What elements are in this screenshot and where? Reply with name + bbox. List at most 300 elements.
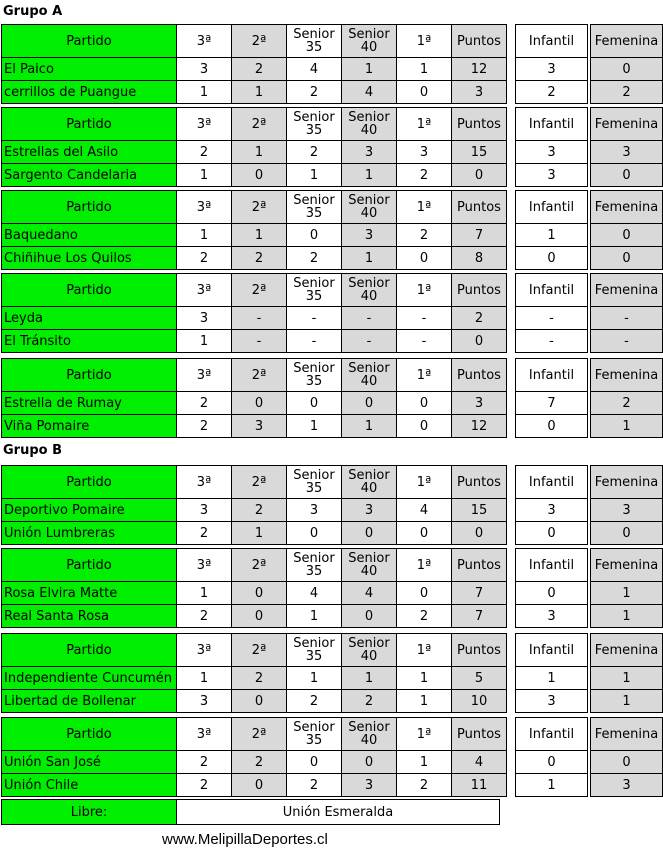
header-1a: 1ª (397, 25, 452, 58)
score-3a: 2 (177, 522, 232, 545)
infantil-score: 1 (516, 774, 588, 797)
match-table (1, 717, 507, 797)
team-name: Deportivo Pomaire (2, 499, 177, 522)
score-3a: 1 (177, 224, 232, 247)
score-2a: 0 (232, 690, 287, 713)
team-name: Unión San José (2, 751, 177, 774)
header-senior40: Senior 40 (342, 359, 397, 392)
match-table (1, 465, 507, 545)
infantil-row (516, 667, 588, 690)
header-senior35: Senior 35 (287, 466, 342, 499)
femenina-table (590, 633, 663, 713)
infantil-table (515, 465, 588, 545)
femenina-header-row (591, 634, 663, 667)
score-senior35: 0 (287, 392, 342, 415)
score-1a: 2 (397, 774, 452, 797)
score-puntos: 12 (452, 415, 507, 438)
infantil-row (516, 307, 588, 330)
infantil-row (516, 224, 588, 247)
infantil-header-row (516, 191, 588, 224)
score-puntos: 0 (452, 330, 507, 353)
team-name: Rosa Elvira Matte (2, 582, 177, 605)
femenina-score: 3 (591, 499, 663, 522)
header-2a: 2ª (232, 466, 287, 499)
femenina-row (591, 164, 663, 187)
score-2a: 0 (232, 164, 287, 187)
femenina-row (591, 522, 663, 545)
score-puntos: 0 (452, 522, 507, 545)
femenina-score: 1 (591, 415, 663, 438)
libre-table (1, 799, 500, 825)
header-senior40: Senior 40 (342, 25, 397, 58)
score-1a: - (397, 330, 452, 353)
score-senior40: - (342, 330, 397, 353)
femenina-table (590, 24, 663, 104)
infantil-row (516, 774, 588, 797)
infantil-header: Infantil (516, 274, 588, 307)
femenina-header-row (591, 108, 663, 141)
score-1a: 1 (397, 751, 452, 774)
femenina-score: 0 (591, 224, 663, 247)
score-1a: - (397, 307, 452, 330)
team-row (2, 690, 507, 713)
score-senior35: 0 (287, 751, 342, 774)
infantil-header: Infantil (516, 191, 588, 224)
femenina-row (591, 499, 663, 522)
score-1a: 3 (397, 141, 452, 164)
header-puntos: Puntos (452, 274, 507, 307)
infantil-header: Infantil (516, 108, 588, 141)
score-senior40: 4 (342, 81, 397, 104)
team-row (2, 330, 507, 353)
header-1a: 1ª (397, 549, 452, 582)
score-senior40: 3 (342, 141, 397, 164)
femenina-header: Femenina (591, 191, 663, 224)
header-row (2, 549, 507, 582)
team-name: Baquedano (2, 224, 177, 247)
score-3a: 3 (177, 690, 232, 713)
infantil-row (516, 522, 588, 545)
header-partido: Partido (2, 718, 177, 751)
score-1a: 4 (397, 499, 452, 522)
score-1a: 1 (397, 58, 452, 81)
infantil-table (515, 24, 588, 104)
score-3a: 2 (177, 141, 232, 164)
header-senior40: Senior 40 (342, 191, 397, 224)
score-senior35: 2 (287, 690, 342, 713)
team-name: Sargento Candelaria (2, 164, 177, 187)
infantil-row (516, 582, 588, 605)
team-name: Chiñihue Los Quilos (2, 247, 177, 270)
score-1a: 1 (397, 667, 452, 690)
femenina-score: - (591, 307, 663, 330)
header-row (2, 359, 507, 392)
team-row (2, 58, 507, 81)
score-1a: 0 (397, 415, 452, 438)
header-2a: 2ª (232, 191, 287, 224)
header-puntos: Puntos (452, 359, 507, 392)
header-senior35: Senior 35 (287, 359, 342, 392)
femenina-header: Femenina (591, 718, 663, 751)
team-name: Independiente Cuncumén (2, 667, 177, 690)
header-row (2, 274, 507, 307)
header-3a: 3ª (177, 634, 232, 667)
infantil-table (515, 358, 588, 438)
score-senior40: 1 (342, 667, 397, 690)
femenina-header-row (591, 359, 663, 392)
team-row (2, 141, 507, 164)
score-2a: 2 (232, 247, 287, 270)
score-senior35: 0 (287, 522, 342, 545)
infantil-row (516, 81, 588, 104)
score-senior40: 0 (342, 522, 397, 545)
infantil-score: 7 (516, 392, 588, 415)
header-row (2, 191, 507, 224)
score-senior35: - (287, 330, 342, 353)
infantil-table (515, 107, 588, 187)
header-1a: 1ª (397, 191, 452, 224)
femenina-score: 3 (591, 141, 663, 164)
score-3a: 2 (177, 774, 232, 797)
libre-label: Libre: (2, 800, 177, 825)
team-name: El Tránsito (2, 330, 177, 353)
team-row (2, 307, 507, 330)
header-row (2, 108, 507, 141)
score-puntos: 7 (452, 224, 507, 247)
header-3a: 3ª (177, 108, 232, 141)
header-2a: 2ª (232, 274, 287, 307)
femenina-header: Femenina (591, 25, 663, 58)
score-senior35: 3 (287, 499, 342, 522)
match-table (1, 190, 507, 270)
team-row (2, 164, 507, 187)
header-partido: Partido (2, 634, 177, 667)
infantil-score: 2 (516, 81, 588, 104)
infantil-score: 3 (516, 58, 588, 81)
team-name: cerrillos de Puangue (2, 81, 177, 104)
femenina-score: 0 (591, 247, 663, 270)
group-title: Grupo B (3, 443, 63, 458)
score-2a: 1 (232, 81, 287, 104)
header-puntos: Puntos (452, 549, 507, 582)
score-3a: 3 (177, 307, 232, 330)
score-2a: 2 (232, 499, 287, 522)
score-puntos: 2 (452, 307, 507, 330)
team-row (2, 415, 507, 438)
infantil-score: 0 (516, 751, 588, 774)
header-puntos: Puntos (452, 718, 507, 751)
team-name: Unión Chile (2, 774, 177, 797)
score-puntos: 11 (452, 774, 507, 797)
header-3a: 3ª (177, 359, 232, 392)
femenina-row (591, 81, 663, 104)
infantil-header: Infantil (516, 25, 588, 58)
score-3a: 2 (177, 605, 232, 628)
score-1a: 0 (397, 392, 452, 415)
femenina-header-row (591, 274, 663, 307)
score-2a: 2 (232, 751, 287, 774)
score-senior35: - (287, 307, 342, 330)
femenina-row (591, 605, 663, 628)
header-row (2, 634, 507, 667)
score-puntos: 8 (452, 247, 507, 270)
infantil-score: - (516, 330, 588, 353)
team-row (2, 392, 507, 415)
score-senior40: 3 (342, 224, 397, 247)
femenina-score: 1 (591, 582, 663, 605)
header-senior40: Senior 40 (342, 466, 397, 499)
header-row (2, 718, 507, 751)
group-title: Grupo A (3, 4, 63, 19)
femenina-header: Femenina (591, 634, 663, 667)
header-2a: 2ª (232, 108, 287, 141)
femenina-row (591, 141, 663, 164)
score-puntos: 7 (452, 582, 507, 605)
score-senior35: 0 (287, 224, 342, 247)
header-3a: 3ª (177, 25, 232, 58)
header-senior40: Senior 40 (342, 634, 397, 667)
score-senior40: - (342, 307, 397, 330)
score-2a: 2 (232, 58, 287, 81)
score-senior40: 1 (342, 415, 397, 438)
score-senior40: 3 (342, 774, 397, 797)
header-1a: 1ª (397, 274, 452, 307)
infantil-header-row (516, 634, 588, 667)
header-partido: Partido (2, 274, 177, 307)
header-senior35: Senior 35 (287, 25, 342, 58)
libre-row (2, 800, 500, 825)
score-senior35: 4 (287, 58, 342, 81)
score-puntos: 0 (452, 164, 507, 187)
header-puntos: Puntos (452, 25, 507, 58)
match-table (1, 24, 507, 104)
femenina-row (591, 751, 663, 774)
score-1a: 2 (397, 605, 452, 628)
infantil-header: Infantil (516, 359, 588, 392)
infantil-header: Infantil (516, 549, 588, 582)
score-2a: 1 (232, 224, 287, 247)
infantil-score: 0 (516, 582, 588, 605)
infantil-score: 0 (516, 522, 588, 545)
header-1a: 1ª (397, 718, 452, 751)
score-3a: 3 (177, 58, 232, 81)
score-1a: 0 (397, 247, 452, 270)
infantil-table (515, 190, 588, 270)
score-2a: - (232, 330, 287, 353)
header-partido: Partido (2, 25, 177, 58)
score-3a: 1 (177, 81, 232, 104)
header-2a: 2ª (232, 25, 287, 58)
score-puntos: 10 (452, 690, 507, 713)
header-2a: 2ª (232, 634, 287, 667)
score-3a: 1 (177, 164, 232, 187)
infantil-score: 0 (516, 415, 588, 438)
header-3a: 3ª (177, 549, 232, 582)
header-2a: 2ª (232, 549, 287, 582)
score-senior40: 0 (342, 392, 397, 415)
infantil-score: 3 (516, 499, 588, 522)
header-2a: 2ª (232, 359, 287, 392)
score-senior40: 1 (342, 247, 397, 270)
infantil-row (516, 141, 588, 164)
team-row (2, 751, 507, 774)
header-1a: 1ª (397, 634, 452, 667)
infantil-header: Infantil (516, 718, 588, 751)
team-name: Viña Pomaire (2, 415, 177, 438)
score-senior40: 1 (342, 164, 397, 187)
femenina-score: 0 (591, 522, 663, 545)
score-1a: 0 (397, 81, 452, 104)
femenina-header: Femenina (591, 466, 663, 499)
score-3a: 2 (177, 751, 232, 774)
score-2a: 0 (232, 605, 287, 628)
femenina-row (591, 415, 663, 438)
header-puntos: Puntos (452, 191, 507, 224)
team-row (2, 605, 507, 628)
femenina-header: Femenina (591, 108, 663, 141)
header-3a: 3ª (177, 274, 232, 307)
header-senior40: Senior 40 (342, 549, 397, 582)
infantil-table (515, 548, 588, 628)
header-row (2, 25, 507, 58)
infantil-score: 3 (516, 141, 588, 164)
match-table (1, 633, 507, 713)
score-puntos: 3 (452, 392, 507, 415)
header-3a: 3ª (177, 191, 232, 224)
team-row (2, 774, 507, 797)
team-row (2, 582, 507, 605)
infantil-row (516, 415, 588, 438)
header-1a: 1ª (397, 466, 452, 499)
femenina-table (590, 107, 663, 187)
femenina-table (590, 273, 663, 353)
infantil-row (516, 330, 588, 353)
header-partido: Partido (2, 359, 177, 392)
header-1a: 1ª (397, 108, 452, 141)
header-puntos: Puntos (452, 634, 507, 667)
score-senior40: 2 (342, 690, 397, 713)
score-1a: 2 (397, 164, 452, 187)
femenina-table (590, 717, 663, 797)
femenina-header: Femenina (591, 359, 663, 392)
femenina-row (591, 247, 663, 270)
infantil-row (516, 58, 588, 81)
score-3a: 2 (177, 247, 232, 270)
femenina-score: 1 (591, 690, 663, 713)
team-row (2, 247, 507, 270)
team-name: El Paico (2, 58, 177, 81)
score-puntos: 5 (452, 667, 507, 690)
infantil-header-row (516, 108, 588, 141)
score-senior40: 0 (342, 605, 397, 628)
femenina-header: Femenina (591, 274, 663, 307)
header-1a: 1ª (397, 359, 452, 392)
femenina-row (591, 774, 663, 797)
header-partido: Partido (2, 108, 177, 141)
femenina-header-row (591, 549, 663, 582)
team-name: Unión Lumbreras (2, 522, 177, 545)
infantil-header-row (516, 718, 588, 751)
infantil-score: - (516, 307, 588, 330)
score-3a: 2 (177, 392, 232, 415)
femenina-score: 0 (591, 751, 663, 774)
infantil-header-row (516, 466, 588, 499)
score-senior35: 1 (287, 605, 342, 628)
femenina-row (591, 330, 663, 353)
score-2a: 2 (232, 667, 287, 690)
femenina-table (590, 548, 663, 628)
header-partido: Partido (2, 466, 177, 499)
header-puntos: Puntos (452, 466, 507, 499)
femenina-header-row (591, 191, 663, 224)
header-row (2, 466, 507, 499)
match-table (1, 358, 507, 438)
infantil-score: 1 (516, 224, 588, 247)
team-name: Estrellas del Asilo (2, 141, 177, 164)
infantil-score: 3 (516, 690, 588, 713)
score-senior35: 2 (287, 247, 342, 270)
score-puntos: 4 (452, 751, 507, 774)
site-url[interactable]: www.MelipillaDeportes.cl (162, 831, 328, 848)
header-senior35: Senior 35 (287, 191, 342, 224)
score-2a: 0 (232, 774, 287, 797)
score-senior35: 4 (287, 582, 342, 605)
match-table (1, 107, 507, 187)
score-3a: 2 (177, 415, 232, 438)
infantil-score: 3 (516, 605, 588, 628)
score-senior35: 2 (287, 141, 342, 164)
infantil-header-row (516, 549, 588, 582)
femenina-row (591, 307, 663, 330)
infantil-header-row (516, 274, 588, 307)
infantil-header: Infantil (516, 634, 588, 667)
header-3a: 3ª (177, 466, 232, 499)
femenina-header-row (591, 466, 663, 499)
score-3a: 3 (177, 499, 232, 522)
score-1a: 1 (397, 690, 452, 713)
header-senior40: Senior 40 (342, 274, 397, 307)
header-senior35: Senior 35 (287, 274, 342, 307)
score-2a: 3 (232, 415, 287, 438)
score-3a: 1 (177, 582, 232, 605)
femenina-score: 1 (591, 605, 663, 628)
score-1a: 0 (397, 522, 452, 545)
team-name: Estrella de Rumay (2, 392, 177, 415)
femenina-score: 1 (591, 667, 663, 690)
header-senior35: Senior 35 (287, 549, 342, 582)
femenina-score: 0 (591, 164, 663, 187)
team-row (2, 499, 507, 522)
header-senior40: Senior 40 (342, 108, 397, 141)
score-senior35: 2 (287, 774, 342, 797)
score-2a: - (232, 307, 287, 330)
infantil-table (515, 633, 588, 713)
score-senior40: 3 (342, 499, 397, 522)
infantil-table (515, 717, 588, 797)
score-2a: 0 (232, 582, 287, 605)
libre-team: Unión Esmeralda (177, 800, 500, 825)
femenina-header-row (591, 25, 663, 58)
femenina-row (591, 392, 663, 415)
team-row (2, 224, 507, 247)
header-partido: Partido (2, 191, 177, 224)
team-name: Libertad de Bollenar (2, 690, 177, 713)
femenina-score: 3 (591, 774, 663, 797)
score-senior35: 1 (287, 164, 342, 187)
infantil-header-row (516, 359, 588, 392)
match-table (1, 548, 507, 628)
score-puntos: 7 (452, 605, 507, 628)
